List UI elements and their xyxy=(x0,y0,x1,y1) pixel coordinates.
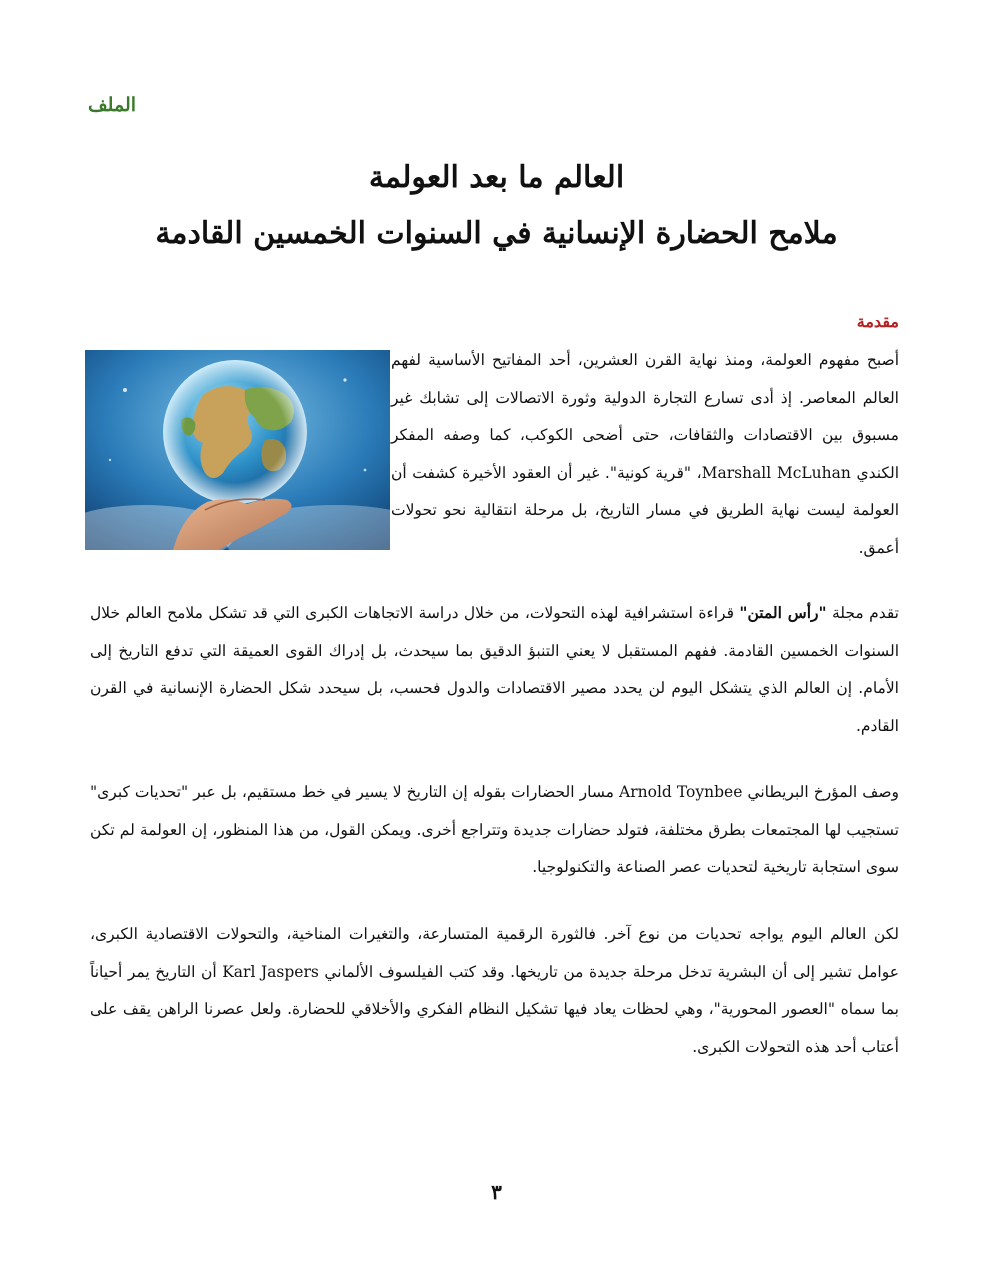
magazine-name: "رأس المتن" xyxy=(739,603,827,622)
paragraph-text: قراءة استشرافية لهذه التحولات، من خلال دراسة الاتجاهات الكبرى التي قد تشكل ملامح العالم خلال السنوات الخمسين القادمة. ففهم المستقبل لا يعني التنبؤ الدقيق بما سيحدث، بل إدراك القوى العميقة التي تدفع التاريخ إلى الأمام. إن العالم الذي يتشكل اليوم لن يحدد مصير الاقتصادات والدول فحسب، بل سيحدد شكل الحضارة الإنسانية في القرن القادم. xyxy=(90,604,899,735)
body-paragraph-1 xyxy=(90,594,899,745)
page-title: العالم ما بعد العولمة xyxy=(368,160,625,195)
intro-heading: مقدمة xyxy=(856,312,899,331)
page-number: ٣ xyxy=(491,1180,502,1204)
body-paragraph-2: وصف المؤرخ البريطاني Arnold Toynbee مسار الحضارات بقوله إن التاريخ لا يسير في خط مستقيم، بل عبر "تحديات كبرى" تستجيب لها المجتمعات بطرق مختلفة، فتولد حضارات جديدة وتتراجع أخرى. ويمكن القول، من هذا المنظور، إن العولمة لم تكن سوى استجابة تاريخية لتحديات عصر الصناعة والتكنولوجيا. xyxy=(90,783,899,876)
section-tag: الملف xyxy=(88,94,137,116)
body-paragraph-3: لكن العالم اليوم يواجه تحديات من نوع آخر. فالثورة الرقمية المتسارعة، والتغيرات المناخية، والتحولات الاقتصادية الكبرى، عوامل تشير إلى أن البشرية تدخل مرحلة جديدة من تاريخها. وقد كتب الفيلسوف الألماني Karl Jaspers أن التاريخ يمر أحياناً بما سماه "العصور المحورية"، وهي لحظات يعاد فيها تشكيل النظام الفكري والأخلاقي للحضارة. ولعل عصرنا الراهن يقف على أعتاب أحد هذه التحولات الكبرى. xyxy=(90,925,899,1056)
globe-in-hand-illustration xyxy=(85,350,390,550)
intro-paragraph: أصبح مفهوم العولمة، ومنذ نهاية القرن العشرين، أحد المفاتيح الأساسية لفهم العالم المعاصر. إذ أدى تسارع التجارة الدولية وثورة الاتصالات إلى تشابك غير مسبوق بين الاقتصادات والثقافات، حتى أضحى الكوكب، كما وصفه المفكر الكندي Marshall McLuhan، "قرية كونية". غير أن العقود الأخيرة كشفت أن العولمة ليست نهاية الطريق في مسار التاريخ، بل مرحلة انتقالية نحو تحولات أعمق. xyxy=(391,351,899,557)
title-block xyxy=(80,152,913,264)
paragraph-text: تقدم مجلة xyxy=(826,604,899,622)
page-subtitle: ملامح الحضارة الإنسانية في السنوات الخمسين القادمة xyxy=(155,216,838,251)
